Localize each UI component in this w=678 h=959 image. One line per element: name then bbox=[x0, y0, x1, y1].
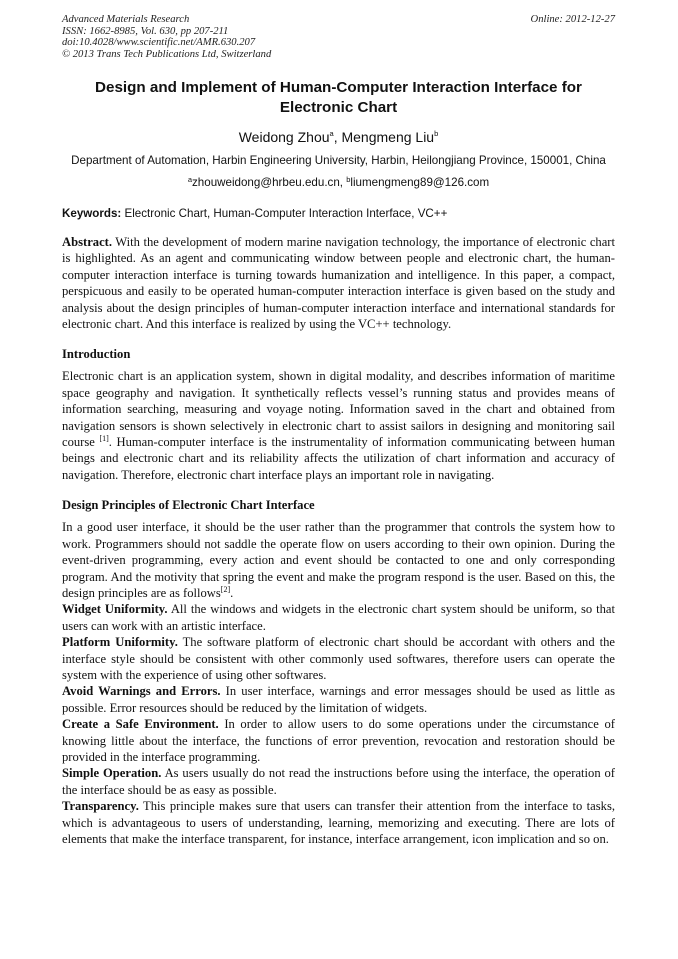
paper-title: Design and Implement of Human-Computer Interaction Interface for Electronic Chart bbox=[95, 79, 582, 116]
author-separator: , bbox=[333, 129, 342, 145]
author-mark: b bbox=[434, 129, 439, 138]
journal-name: Advanced Materials Research bbox=[62, 14, 190, 25]
principle-simple-operation bbox=[62, 765, 615, 798]
email-list bbox=[62, 175, 615, 190]
online-date: Online: 2012-12-27 bbox=[530, 14, 615, 25]
abstract-label: Abstract. bbox=[62, 235, 113, 249]
principle-text: This principle makes sure that users can transfer their attention from the interface to tasks, which is advantageous to users of understanding, learning, memorizing and executing. There are lots of elements that make the interface transparent, for instance, interface arrangement, icon implication and so on. bbox=[62, 799, 615, 846]
principle-text: The software platform of electronic chart should be accordant with others and the interface style should be consistent with other commonly used softwares, therefore users can operate the system with the experience of using other softwares. bbox=[62, 635, 615, 682]
paper-page bbox=[62, 14, 615, 847]
paragraph-text: . Human-computer interface is the instrumentality of information communicating between human beings and electronic chart and its reliability affects the utilization of chart information and accuracy of navigation. Therefore, electronic chart interface plays an important role in navigating. bbox=[62, 435, 615, 482]
principle-safe-environment bbox=[62, 716, 615, 765]
journal-header bbox=[62, 14, 615, 60]
email-separator: , bbox=[339, 176, 347, 189]
principle-avoid-warnings bbox=[62, 683, 615, 716]
principle-label: Simple Operation. bbox=[62, 766, 162, 781]
keywords bbox=[62, 206, 615, 221]
principle-text: All the windows and widgets in the electronic chart system should be uniform, so that users can work with an artistic interface. bbox=[62, 602, 616, 633]
principle-label: Transparency. bbox=[62, 799, 139, 814]
section-heading-introduction: Introduction bbox=[62, 347, 131, 362]
author-mark: a bbox=[329, 129, 334, 138]
introduction-paragraph bbox=[62, 368, 615, 483]
principle-text: In user interface, warnings and error messages should be used as little as possible. Error resources should be reduced by the limitation of widgets. bbox=[62, 684, 615, 715]
email-mark: b bbox=[346, 175, 351, 184]
paragraph-text: Electronic chart is an application system, shown in digital modality, and describes information of maritime space geography and navigation. It synthetically reflects vessel’s running status and provides means of information searching, measuring and voyage noting. Information saved in the chart and obtained from navigation sensors is shown selectively in electronic chart to assist sailors in designing and monitoring sail course bbox=[62, 369, 615, 450]
keywords-text: Electronic Chart, Human-Computer Interaction Interface, VC++ bbox=[121, 207, 448, 220]
abstract bbox=[62, 234, 615, 332]
author-list bbox=[62, 128, 615, 146]
paragraph-text: . bbox=[230, 585, 234, 600]
design-principles-intro bbox=[62, 519, 615, 601]
copyright-line: © 2013 Trans Tech Publications Ltd, Switzerland bbox=[62, 48, 272, 60]
principle-text: In order to allow users to do some operations under the circumstance of knowing little about the interface, the functions of error prevention, revocation and restoration should be provided in the interface programming. bbox=[62, 717, 615, 764]
author-name: Weidong Zhou bbox=[238, 129, 330, 145]
principle-widget-uniformity bbox=[62, 601, 615, 634]
doi-line: doi:10.4028/www.scientific.net/AMR.630.207 bbox=[62, 37, 256, 48]
citation-ref[interactable]: [1] bbox=[99, 434, 109, 444]
paragraph-text: In a good user interface, it should be the user rather than the programmer that controls the system how to work. Programmers should not saddle the operate flow on users according to their own opinion. During the event-driven programming, every action and event should be contacted to one and only corresponding program. And the motivity that spring the event and make the program respond is the user. Based on this, the design principles are as follows bbox=[62, 520, 615, 600]
principle-transparency bbox=[62, 798, 615, 847]
citation-ref[interactable]: [2] bbox=[220, 584, 231, 594]
abstract-text: With the development of modern marine navigation technology, the importance of electronic chart is highlighted. As an agent and communicating window between people and electronic chart, the human-computer interaction interface is turning towards humanization and intelligence. In this paper, a compact, perspicuous and easily to be operated human-computer interaction interface is given based on the study and analysis about the design principles of human-computer interaction interface and international standards for electronic chart. And this interface is realized by using the VC++ technology. bbox=[62, 235, 615, 332]
keywords-label: Keywords: bbox=[62, 207, 122, 220]
email-address[interactable]: liumengmeng89@126.com bbox=[350, 176, 490, 189]
principle-platform-uniformity bbox=[62, 634, 615, 683]
email-address[interactable]: zhouweidong@hrbeu.edu.cn bbox=[192, 176, 340, 189]
issn-line: ISSN: 1662-8985, Vol. 630, pp 207-211 bbox=[62, 25, 229, 37]
section-heading-design-principles: Design Principles of Electronic Chart Interface bbox=[62, 498, 315, 513]
affiliation: Department of Automation, Harbin Engineering University, Harbin, Heilongjiang Province, 150001, China bbox=[71, 154, 606, 167]
principle-text: As users usually do not read the instructions before using the interface, the operation of the interface should be as easy as possible. bbox=[62, 766, 616, 797]
principle-label: Platform Uniformity. bbox=[62, 635, 178, 650]
email-mark: a bbox=[187, 175, 192, 184]
principle-label: Create a Safe Environment. bbox=[62, 717, 219, 732]
principle-label: Avoid Warnings and Errors. bbox=[62, 684, 221, 699]
principle-label: Widget Uniformity. bbox=[62, 602, 168, 617]
author-name: Mengmeng Liu bbox=[341, 129, 435, 145]
